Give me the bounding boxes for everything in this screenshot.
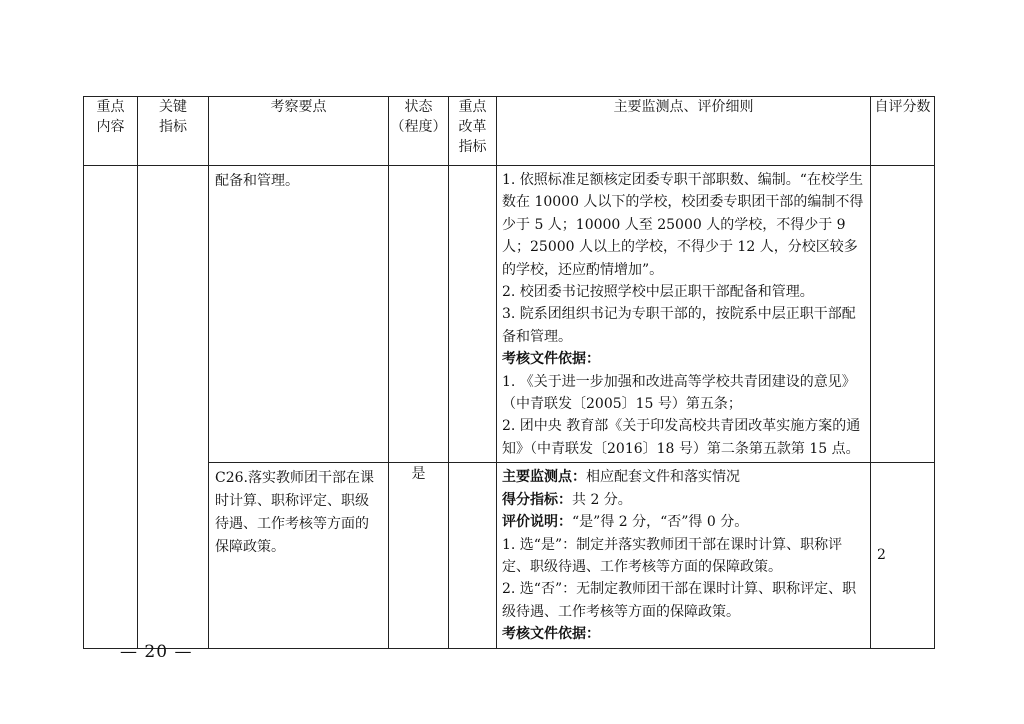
table-row: [84, 166, 935, 463]
status-cell: 是: [389, 463, 449, 648]
header-reform-indicator: 重点 改革 指标: [449, 97, 497, 166]
key-content-cell: [84, 166, 138, 649]
basis-item: 2. 团中央 教育部《关于印发高校共青团改革实施方案的通知》（中青联发〔2016〕18 号）第二条第五款第 15 点。: [502, 418, 861, 457]
key-indicator-cell: [138, 166, 209, 649]
header-status: 状态 （程度）: [389, 97, 449, 166]
detail-item: 1. 选“是”：制定并落实教师团干部在课时计算、职称评定、职级待遇、工作考核等方面的保障政策。: [502, 536, 843, 575]
header-key-indicator: 关键 指标: [138, 97, 209, 166]
header-row: [84, 97, 935, 166]
detail-item: 2. 选“否”：无制定教师团干部在课时计算、职称评定、职级待遇、工作考核等方面的保障政策。: [502, 581, 857, 620]
evaluation-table: [83, 96, 935, 649]
reform-cell: [449, 463, 497, 648]
basis-label: 考核文件依据：: [502, 351, 600, 368]
detail-cell: [497, 463, 871, 648]
detail-cell: [497, 166, 871, 463]
basis-item: 1. 《关于进一步加强和改进高等学校共青团建设的意见》（中青联发〔2005〕15 号）第五条；: [502, 373, 856, 413]
page-number: — 20 —: [120, 642, 193, 662]
score-line: 得分指标：共 2 分。: [502, 491, 632, 508]
header-key-content: 重点 内容: [84, 97, 138, 166]
header-self-score: 自评分数: [871, 97, 935, 166]
inspection-point-cell: C26.落实教师团干部在课时计算、职称评定、职级待遇、工作考核等方面的保障政策。: [209, 463, 389, 648]
inspection-point-cell: 配备和管理。: [209, 166, 389, 463]
status-cell: [389, 166, 449, 463]
monitor-line: 主要监测点：相应配套文件和落实情况: [502, 469, 740, 486]
table-row: [84, 463, 935, 648]
reform-cell: [449, 166, 497, 463]
detail-item: 3. 院系团组织书记为专职干部的，按院系中层正职干部配备和管理。: [502, 306, 856, 345]
basis-label: 考核文件依据：: [502, 626, 600, 643]
detail-item: 1. 依照标准足额核定团委专职干部职数、编制。“在校学生数在 10000 人以下的学校，校团委专职团干部的编制不得少于 5 人；10000 人至 25000 人的学校，不得少于 9 人；25000 人以上的学校，不得少于 12 人，分校区较多的学校，还应酌情增加”。: [502, 172, 864, 278]
self-score-cell: 2: [871, 463, 935, 648]
detail-item: 2. 校团委书记按照学校中层正职干部配备和管理。: [502, 284, 814, 301]
score-cell: [871, 166, 935, 463]
header-inspection-points: 考察要点: [209, 97, 389, 166]
eval-line: 评价说明：“是”得 2 分，“否”得 0 分。: [502, 514, 749, 531]
header-monitoring-details: 主要监测点、评价细则: [497, 97, 871, 166]
